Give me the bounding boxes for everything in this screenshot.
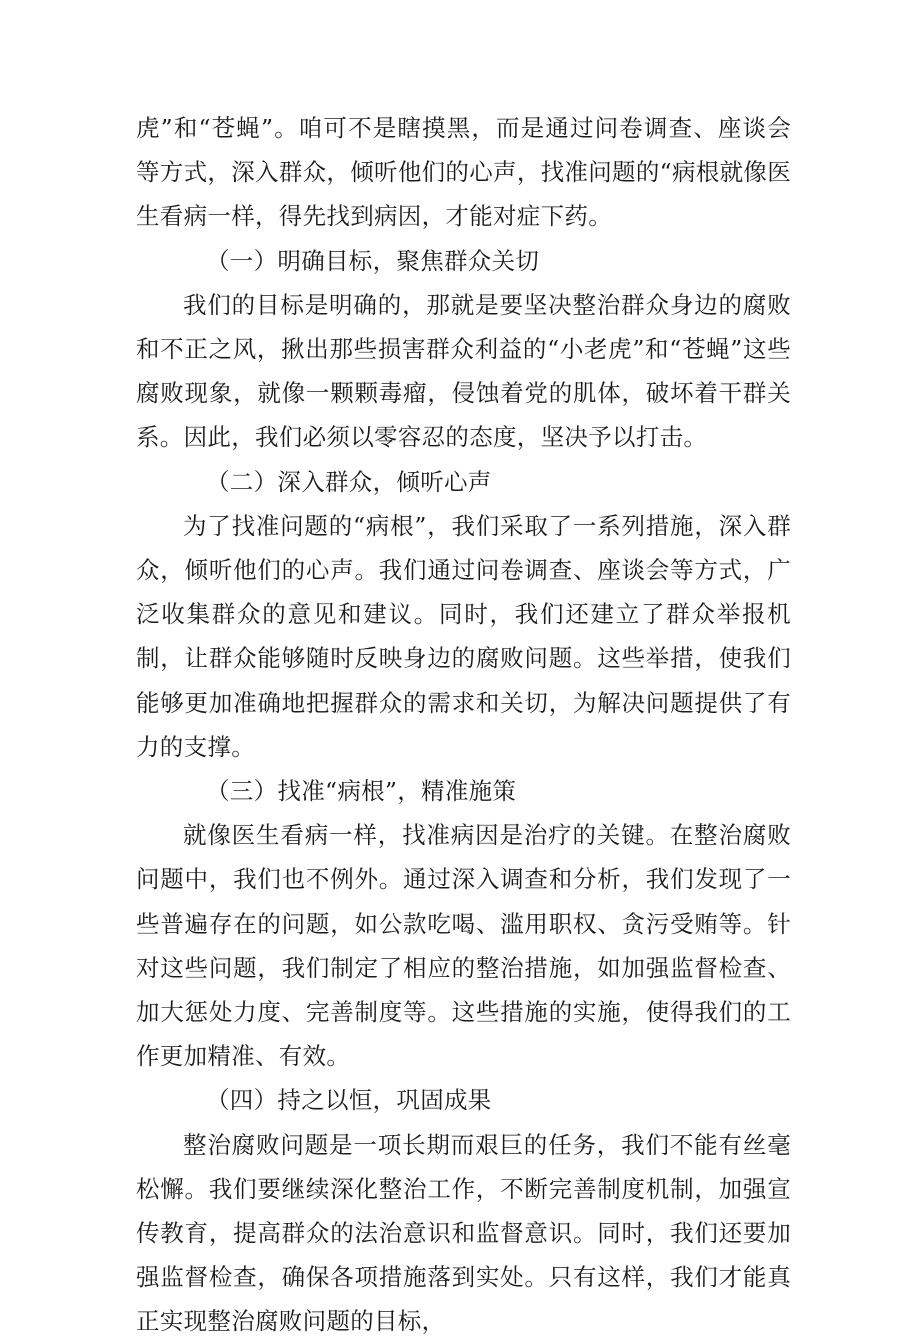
body-paragraph-1: 虎”和“苍蝇”。咱可不是瞎摸黑，而是通过问卷调查、座谈会等方式，深入群众，倾听他们的心声，找准问题的“病根就像医生看病一样，得先找到病因，才能对症下药。 (136, 114, 791, 231)
section-heading-3: （三）找准“病根”，精准施策 (206, 777, 517, 806)
section-heading-1: （一）明确目标，聚焦群众关切 (206, 246, 540, 275)
section-heading-2: （二）深入群众，倾听心声 (206, 467, 492, 496)
body-paragraph-4: 就像医生看病一样，找准病因是治疗的关键。在整治腐败问题中，我们也不例外。通过深入调查和分析，我们发现了一些普遍存在的问题，如公款吃喝、滥用职权、贪污受贿等。针对这些问题，我们制定了相应的整治措施，如加强监督检查、加大惩处力度、完善制度等。这些措施的实施，使得我们的工作更加精准、有效。 (136, 821, 791, 1071)
document-page (136, 106, 791, 1344)
body-paragraph-2: 我们的目标是明确的，那就是要坚决整治群众身边的腐败和不正之风，揪出那些损害群众利益的“小老虎”和“苍蝇”这些腐败现象，就像一颗颗毒瘤，侵蚀着党的肌体，破坏着干群关系。因此，我们必须以零容忍的态度，坚决予以打击。 (136, 290, 791, 452)
section-heading-4: （四）持之以恒，巩固成果 (206, 1086, 492, 1115)
body-paragraph-3: 为了找准问题的“病根”，我们采取了一系列措施，深入群众，倾听他们的心声。我们通过问卷调查、座谈会等方式，广泛收集群众的意见和建议。同时，我们还建立了群众举报机制，让群众能够随时反映身边的腐败问题。这些举措，使我们能够更加准确地把握群众的需求和关切，为解决问题提供了有力的支撑。 (136, 511, 791, 761)
body-paragraph-5: 整治腐败问题是一项长期而艰巨的任务，我们不能有丝毫松懈。我们要继续深化整治工作，不断完善制度机制，加强宣传教育，提高群众的法治意识和监督意识。同时，我们还要加强监督检查，确保各项措施落到实处。只有这样，我们才能真正实现整治腐败问题的目标， (136, 1130, 791, 1336)
